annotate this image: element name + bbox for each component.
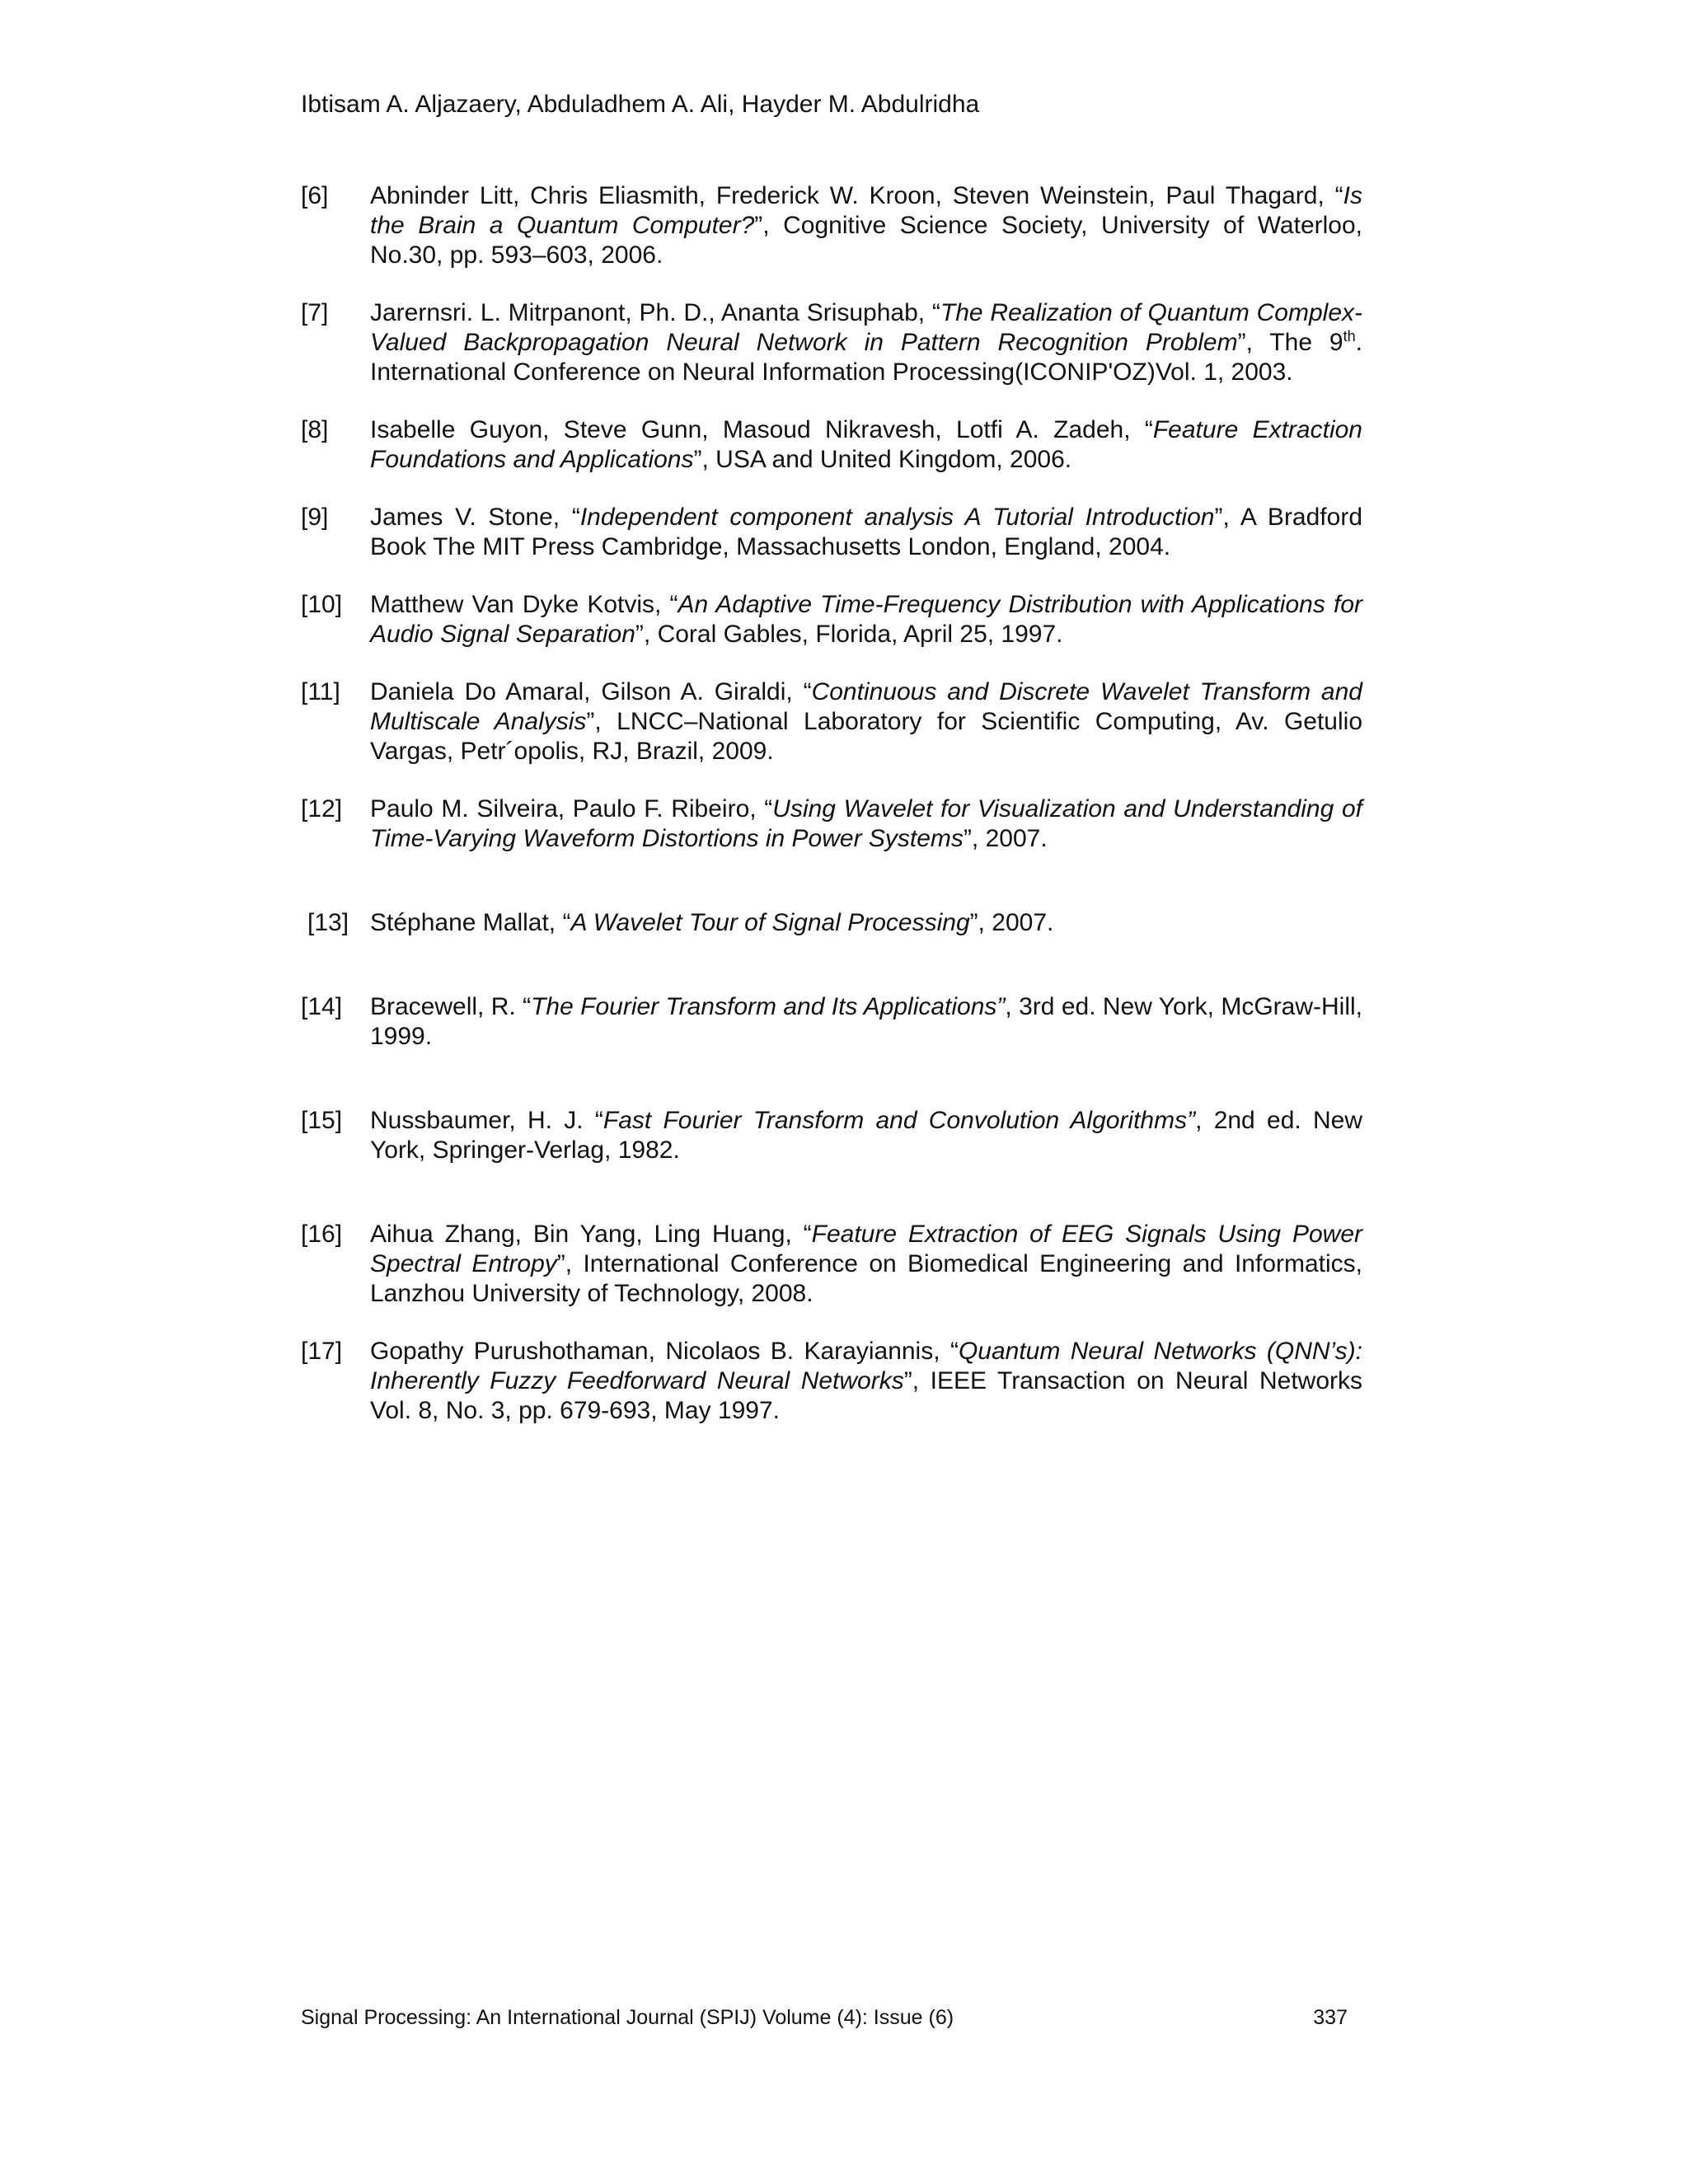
reference-item — [301, 908, 1362, 938]
reference-text: Paulo M. Silveira, Paulo F. Ribeiro, “Using Wavelet for Visualization and Understanding of Time-Varying Waveform Distortions in Power Systems”, 2007. — [370, 795, 1362, 852]
page-number: 337 — [1313, 2006, 1348, 2029]
reference-title: Is the Brain a Quantum Computer? — [370, 182, 1362, 239]
reference-text: Jarernsri. L. Mitrpanont, Ph. D., Ananta Srisuphab, “The Realization of Quantum Complex-Valued Backpropagation Neural Network in Pattern Recognition Problem”, The 9th. International Conference on Neural Information Processing(ICONIP'OZ)Vol. 1, 2003. — [370, 299, 1363, 386]
reference-list — [301, 181, 1362, 1426]
reference-item — [301, 415, 1362, 475]
reference-text: Stéphane Mallat, “A Wavelet Tour of Signal Processing”, 2007. — [370, 909, 1054, 936]
reference-title: Quantum Neural Networks (QNN’s): Inherently Fuzzy Feedforward Neural Networks — [370, 1338, 1362, 1394]
reference-title: Continuous and Discrete Wavelet Transform and Multiscale Analysis — [370, 678, 1362, 735]
reference-number: [10] — [301, 591, 343, 618]
reference-number: [13] — [307, 909, 349, 936]
reference-item — [301, 503, 1362, 562]
reference-item — [301, 298, 1362, 387]
reference-item — [301, 677, 1362, 766]
reference-item — [301, 992, 1362, 1052]
running-header: Ibtisam A. Aljazaery, Abduladhem A. Ali, Hayder M. Abdulridha — [301, 91, 980, 118]
reference-title: The Fourier Transform and Its Applications” — [531, 993, 1006, 1020]
reference-title: The Realization of Quantum Complex-Valued Backpropagation Neural Network in Pattern Recognition Problem — [370, 299, 1363, 356]
page-footer — [301, 2004, 1348, 2031]
reference-title: Using Wavelet for Visualization and Understanding of Time-Varying Waveform Distortions in Power Systems — [370, 795, 1362, 852]
reference-number: [11] — [301, 678, 340, 705]
reference-text: Daniela Do Amaral, Gilson A. Giraldi, “Continuous and Discrete Wavelet Transform and Multiscale Analysis”, LNCC–National Laboratory for Scientific Computing, Av. Getulio Vargas, Petr´opolis, RJ, Brazil, 2009. — [370, 678, 1363, 765]
reference-number: [16] — [301, 1221, 343, 1248]
reference-item — [301, 181, 1362, 270]
reference-title: An Adaptive Time-Frequency Distribution with Applications for Audio Signal Separation — [370, 591, 1362, 648]
reference-title: Independent component analysis A Tutorial Introduction — [579, 504, 1215, 531]
reference-item — [301, 1106, 1362, 1165]
reference-title: A Wavelet Tour of Signal Processing — [570, 909, 970, 936]
reference-number: [17] — [301, 1338, 343, 1365]
reference-text: Gopathy Purushothaman, Nicolaos B. Karayiannis, “Quantum Neural Networks (QNN’s): Inherently Fuzzy Feedforward Neural Networks”, IEEE Transaction on Neural Networks Vol. 8, No. 3, pp. 679-693, May 1997. — [370, 1338, 1362, 1424]
reference-number: [12] — [301, 795, 343, 823]
reference-number: [15] — [301, 1107, 343, 1134]
reference-number: [14] — [301, 993, 343, 1020]
reference-text: James V. Stone, “Independent component analysis A Tutorial Introduction”, A Bradford Book The MIT Press Cambridge, Massachusetts London, England, 2004. — [370, 504, 1362, 560]
reference-item — [301, 1220, 1362, 1309]
reference-number: [8] — [301, 416, 329, 443]
reference-number: [7] — [301, 299, 329, 326]
reference-text: Nussbaumer, H. J. “Fast Fourier Transform and Convolution Algorithms”, 2nd ed. New York, Springer-Verlag, 1982. — [370, 1107, 1362, 1164]
reference-text: Matthew Van Dyke Kotvis, “An Adaptive Time-Frequency Distribution with Applications for Audio Signal Separation”, Coral Gables, Florida, April 25, 1997. — [370, 591, 1362, 648]
reference-text: Abninder Litt, Chris Eliasmith, Frederick W. Kroon, Steven Weinstein, Paul Thagard, “Is the Brain a Quantum Computer?”, Cognitive Science Society, University of Waterloo, No.30, pp. 593–603, 2006. — [370, 182, 1362, 269]
reference-item — [301, 794, 1362, 854]
reference-text: Bracewell, R. “The Fourier Transform and Its Applications”, 3rd ed. New York, McGraw-Hill, 1999. — [370, 993, 1362, 1050]
journal-citation: Signal Processing: An International Journal (SPIJ) Volume (4): Issue (6) — [301, 2006, 954, 2029]
reference-title: Feature Extraction Foundations and Applications — [370, 416, 1362, 473]
reference-number: [6] — [301, 182, 329, 209]
reference-item — [301, 590, 1362, 649]
reference-text: Isabelle Guyon, Steve Gunn, Masoud Nikravesh, Lotfi A. Zadeh, “Feature Extraction Foundations and Applications”, USA and United Kingdom, 2006. — [370, 416, 1362, 473]
reference-number: [9] — [301, 504, 329, 531]
reference-title: Feature Extraction of EEG Signals Using Power Spectral Entropy — [370, 1221, 1362, 1277]
reference-text: Aihua Zhang, Bin Yang, Ling Huang, “Feature Extraction of EEG Signals Using Power Spectral Entropy”, International Conference on Biomedical Engineering and Informatics, Lanzhou University of Technology, 2008. — [370, 1221, 1362, 1307]
reference-title: Fast Fourier Transform and Convolution Algorithms” — [603, 1107, 1196, 1134]
reference-item — [301, 1337, 1362, 1426]
superscript: th — [1343, 328, 1356, 344]
